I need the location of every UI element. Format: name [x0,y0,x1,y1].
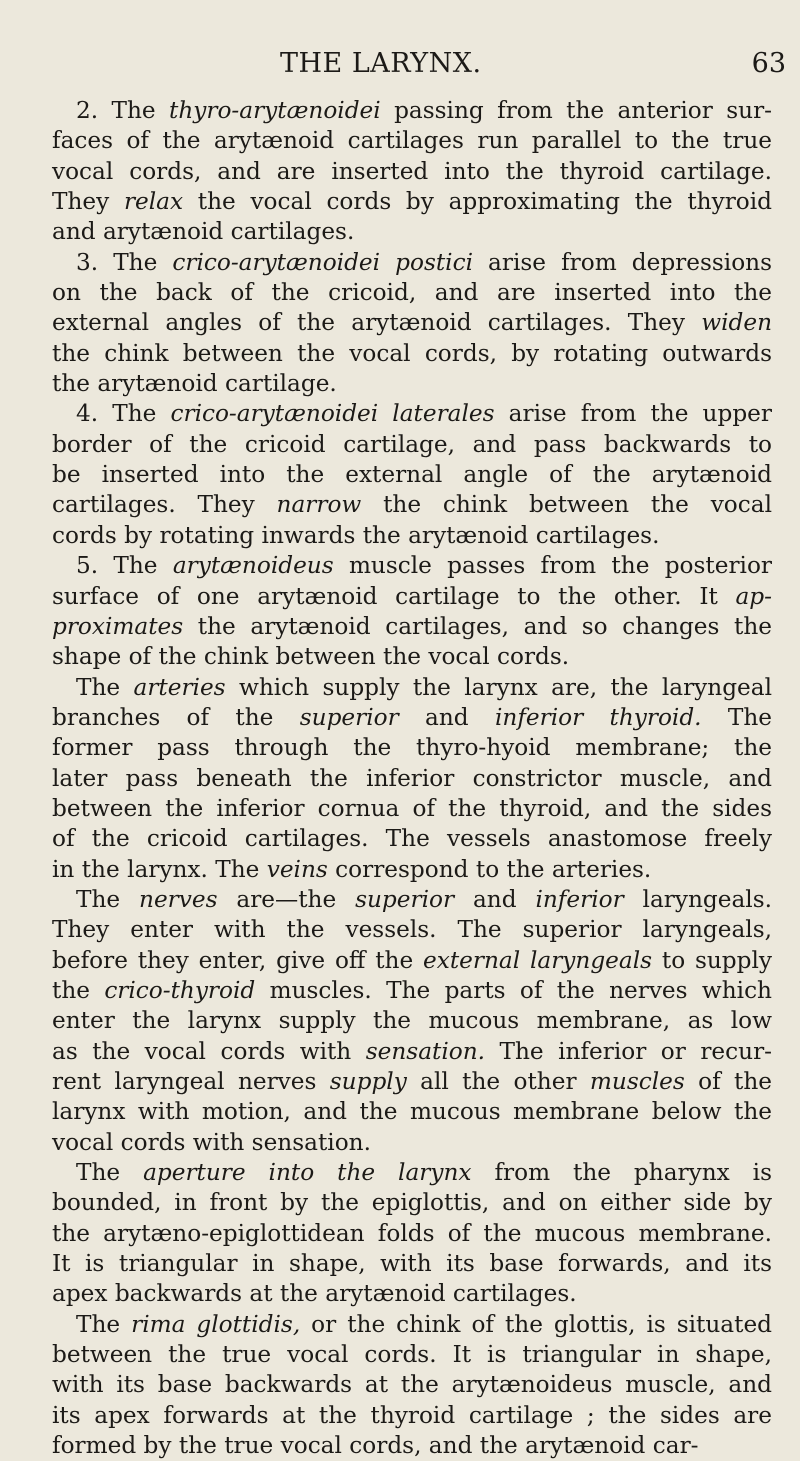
text-line [52,369,772,399]
text-run: are—the [217,885,356,913]
text-run: muscles. The parts of the nerves which [255,976,772,1004]
text-run: of the [684,1068,772,1095]
text-line [52,1370,772,1400]
text-line [52,733,772,763]
italic-term: aperture into the larynx [143,1159,472,1187]
text-run: vocal cords, and are inserted into the thyroid cartilage. [52,157,772,185]
text-run: cartilages. They [52,491,277,519]
italic-term: external laryngeals [423,946,653,974]
text-run: the chink between the vocal cords, by rotating outwards [52,339,772,367]
italic-term: arteries [133,673,226,701]
text-run: 5. The [76,552,173,580]
text-line [52,308,772,338]
text-line [52,1340,772,1370]
italic-term: supply [329,1068,407,1095]
text-line [52,96,772,126]
italic-term: rima glottidis, [131,1310,301,1338]
text-run: and arytænoid cartilages. [52,218,355,246]
text-line [52,1188,772,1218]
text-run: shape of the chink between the vocal cords. [52,643,570,671]
italic-term: superior [299,703,399,731]
text-run: be inserted into the external angle of the arytænoid [52,461,772,489]
text-run: cords by rotating inwards the arytænoid cartilages. [52,521,660,549]
text-line [52,1431,772,1461]
text-line [52,126,772,156]
italic-term: crico-arytænoidei postici [172,248,473,276]
text-line [52,673,772,703]
italic-term: ap- [735,582,772,610]
text-run: muscle passes from the posterior [333,552,772,580]
text-line [52,187,772,217]
text-run: to supply [652,946,773,974]
text-run: The [76,1310,132,1338]
italic-term: narrow [276,491,362,519]
text-run: former pass through the thyro-hyoid membrane; the [52,734,772,762]
text-run: They enter with the vessels. The superior laryngeals, [52,916,772,944]
text-run: branches of the [52,703,300,731]
italic-term: widen [701,309,772,337]
text-line [52,885,772,915]
text-line [52,278,772,308]
text-line [52,703,772,733]
italic-term: muscles [589,1068,685,1095]
text-run: formed by the true vocal cords, and the arytænoid car- [52,1432,699,1460]
italic-term: superior [355,885,455,913]
text-run: rent laryngeal nerves [52,1068,330,1095]
text-line [52,824,772,854]
text-line [52,430,772,460]
text-run: which supply the larynx are, the laryngeal [225,673,772,701]
text-run: The [76,673,134,701]
text-line [52,642,772,672]
text-line [52,1310,772,1340]
text-run: with its base backwards at the arytænoideus muscle, and [52,1371,772,1399]
text-run: vocal cords with sensation. [52,1128,371,1156]
text-line [52,582,772,612]
text-line [52,157,772,187]
text-line [52,1401,772,1431]
running-head [246,48,786,88]
body-text [52,96,772,1461]
text-line [52,339,772,369]
text-line [52,521,772,551]
text-run: The [76,885,140,913]
text-run: or the chink of the glottis, is situated [300,1310,773,1338]
text-line [52,1067,772,1097]
italic-term: nerves [139,885,218,913]
text-run: The inferior or recur- [485,1037,772,1065]
text-run: the chink between the vocal [361,491,772,519]
text-run: the arytæno-epiglottidean folds of the mucous membrane. [52,1219,772,1247]
text-run: the [52,976,105,1004]
text-line [52,915,772,945]
italic-term: arytænoideus [172,552,334,580]
text-line [52,1128,772,1158]
text-run: before they enter, give off the [52,946,424,974]
text-run: passing from the anterior sur- [380,97,772,124]
italic-term: relax [123,188,184,216]
italic-term: crico-thyroid [104,976,256,1004]
text-run: 4. The [76,400,171,428]
text-run: correspond to the arteries. [327,855,652,883]
text-line [52,612,772,642]
text-line [52,460,772,490]
italic-term: proximates [52,612,184,640]
text-run: external angles of the arytænoid cartilages. They [52,309,702,337]
text-run: apex backwards at the arytænoid cartilages. [52,1280,577,1308]
text-run: from the pharynx is [471,1159,772,1187]
text-run: on the back of the cricoid, and are inserted into the [52,279,772,307]
text-run: 2. The [76,97,170,124]
text-run: faces of the arytænoid cartilages run parallel to the true [52,127,772,155]
text-line [52,217,772,247]
running-title: THE LARYNX. [280,48,482,79]
text-run: the arytænoid cartilage. [52,370,337,398]
italic-term: thyro-arytænoidei [169,97,381,124]
text-line [52,946,772,976]
text-run: as the vocal cords with [52,1037,366,1065]
text-run: arise from the upper [494,400,772,428]
text-line [52,490,772,520]
text-run: of the cricoid cartilages. The vessels anastomose freely [52,825,772,853]
text-run: and [454,885,536,913]
text-run: later pass beneath the inferior constrictor muscle, and [52,764,772,792]
text-run: the arytænoid cartilages, and so changes the [183,612,772,640]
text-line [52,1097,772,1127]
text-run: in the larynx. The [52,855,267,883]
text-run: They [52,188,124,216]
text-run: 3. The [76,248,173,276]
italic-term: sensation. [365,1037,486,1065]
text-run: all the other [406,1068,590,1095]
text-run: The [701,703,773,731]
page-number: 63 [751,48,786,79]
text-run: arise from depressions [472,248,772,276]
text-run: larynx with motion, and the mucous membrane below the [52,1098,772,1126]
text-line [52,1037,772,1067]
text-line [52,976,772,1006]
text-run: laryngeals. [623,885,772,913]
text-line [52,764,772,794]
text-line [52,1006,772,1036]
text-line [52,1158,772,1188]
text-line [52,794,772,824]
text-run: its apex forwards at the thyroid cartilage ; the sides are [52,1401,772,1429]
text-run: the vocal cords by approximating the thyroid [183,188,772,216]
text-line [52,551,772,581]
text-line [52,248,772,278]
text-run: border of the cricoid cartilage, and pass backwards to [52,430,772,458]
italic-term: veins [266,855,328,883]
italic-term: inferior [535,885,624,913]
text-run: and [398,703,495,731]
text-line [52,1219,772,1249]
italic-term: inferior thyroid. [494,703,702,731]
text-run: It is triangular in shape, with its base forwards, and its [52,1250,772,1278]
text-line [52,1279,772,1309]
text-run: bounded, in front by the epiglottis, and on either side by [52,1189,772,1217]
text-run: between the true vocal cords. It is triangular in shape, [52,1341,772,1369]
text-run: between the inferior cornua of the thyroid, and the sides [52,794,772,822]
italic-term: crico-arytænoidei laterales [170,400,495,428]
text-line [52,1249,772,1279]
text-run: enter the larynx supply the mucous membrane, as low [52,1007,772,1035]
text-run: The [76,1159,144,1187]
text-line [52,399,772,429]
text-run: surface of one arytænoid cartilage to the other. It [52,582,736,610]
text-line [52,855,772,885]
